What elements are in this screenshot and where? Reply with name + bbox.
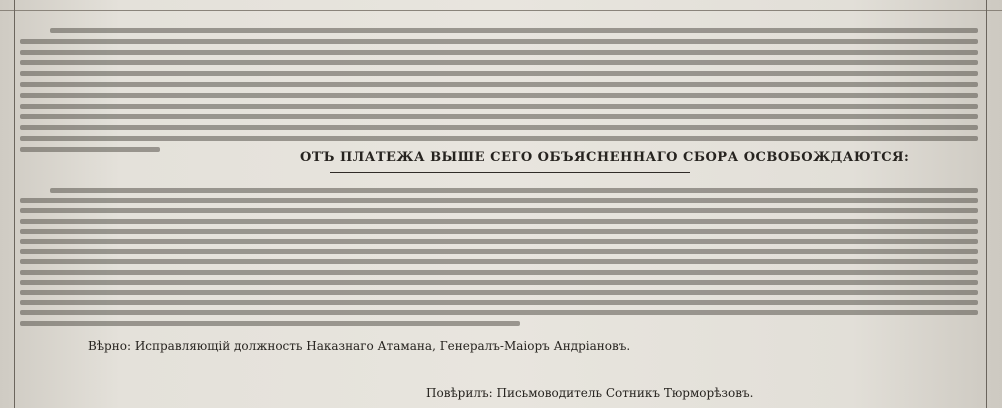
text-line — [20, 239, 978, 244]
text-line — [20, 300, 978, 305]
text-line — [20, 208, 978, 213]
text-line — [20, 270, 978, 275]
text-line — [20, 249, 978, 254]
signature-line-attestation: Вѣрно: Исправляющій должность Наказнаго Атамана, Генералъ-Маіоръ Андріановъ. — [88, 339, 631, 353]
text-line — [20, 198, 978, 203]
text-line — [50, 188, 978, 193]
section-heading: ОТЪ ПЛАТЕЖА ВЫШЕ СЕГО ОБЪЯСНЕННАГО СБОРА ОСВОБОЖДАЮТСЯ: — [300, 150, 910, 165]
text-line — [20, 219, 978, 224]
text-line — [20, 321, 520, 326]
text-line — [20, 290, 978, 295]
text-line — [20, 310, 978, 315]
text-line — [20, 229, 978, 234]
text-line — [20, 280, 978, 285]
heading-underline — [330, 172, 690, 173]
signature-line-verification: Повѣрилъ: Письмоводитель Сотникъ Тюрморѣзовъ. — [426, 386, 754, 400]
text-line — [20, 259, 978, 264]
